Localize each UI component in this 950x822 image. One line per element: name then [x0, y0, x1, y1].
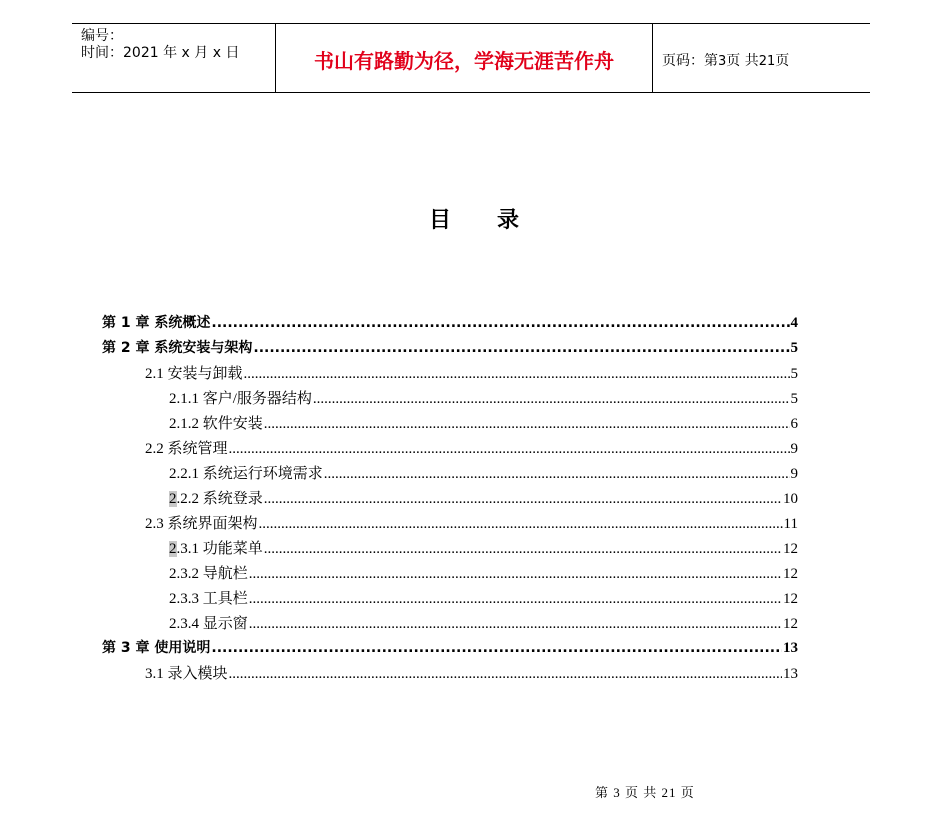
- toc-title-right: 录: [497, 208, 522, 233]
- toc-entry-page: 5: [790, 366, 798, 382]
- toc-entry-page: 4: [790, 315, 798, 331]
- toc-entry-label: 2.2 系统管理: [145, 441, 228, 457]
- toc-entry-label: 3.1 录入模块: [145, 666, 228, 682]
- text-highlight: 2: [169, 491, 177, 507]
- toc-entry-label: 2.1.1 客户/服务器结构: [169, 391, 312, 407]
- toc-entry-label: 第 3 章 使用说明: [102, 640, 211, 656]
- page-header: [72, 23, 870, 93]
- page-prefix: 页码：第: [662, 53, 718, 69]
- toc-entry-subsection[interactable]: [169, 387, 798, 409]
- toc-entry-subsection[interactable]: [169, 412, 798, 434]
- header-motto: 书山有路勤为径，学海无涯苦作舟: [314, 49, 614, 73]
- toc-entry-label: 2.3.2 导航栏: [169, 566, 248, 582]
- toc-entry-page: 13: [783, 640, 798, 656]
- toc-entry-subsection[interactable]: [169, 462, 798, 484]
- toc-entry-subsection[interactable]: [169, 612, 798, 634]
- toc-entry-page: 12: [783, 566, 798, 582]
- page-footer: 第 3 页 共 21 页: [595, 785, 695, 800]
- toc-title-left: 目: [428, 208, 453, 233]
- header-meta: [81, 28, 239, 62]
- toc-entry-section[interactable]: [145, 512, 798, 534]
- toc-entry-chapter[interactable]: [102, 312, 798, 334]
- toc-entry-subsection[interactable]: [169, 562, 798, 584]
- toc-entry-page: 11: [783, 516, 798, 532]
- date-label: 时间：2021 年 x 月 x 日: [81, 45, 240, 61]
- page-current: 3: [718, 54, 727, 69]
- toc-entry-label: 第 2 章 系统安装与架构: [102, 340, 253, 356]
- toc-entry-label: 2.1 安装与卸载: [145, 366, 243, 382]
- text-highlight: 2: [169, 541, 177, 557]
- page-total: 21: [758, 54, 776, 69]
- toc-entry-label: 2.3.1 功能菜单: [169, 541, 263, 557]
- toc-entry-page: 13: [783, 666, 798, 682]
- toc-entry-page: 5: [790, 391, 798, 407]
- toc-entry-subsection[interactable]: [169, 487, 798, 509]
- toc-entry-label: 2.2.1 系统运行环境需求: [169, 466, 323, 482]
- header-page-number: [662, 50, 789, 70]
- toc-entry-label: 2.3.3 工具栏: [169, 591, 248, 607]
- toc-entry-label: 2.3.4 显示窗: [169, 616, 248, 632]
- toc-entry-subsection[interactable]: [169, 587, 798, 609]
- page-middle: 页 共: [726, 53, 759, 69]
- toc-entry-label: 2.1.2 软件安装: [169, 416, 263, 432]
- toc-title: [0, 203, 950, 234]
- toc-entry-label: 2.2.2 系统登录: [169, 491, 263, 507]
- header-divider: [652, 24, 653, 92]
- toc-entry-section[interactable]: [145, 662, 798, 684]
- toc-entry-section[interactable]: [145, 437, 798, 459]
- toc-entry-page: 12: [783, 616, 798, 632]
- toc-entry-page: 6: [790, 416, 798, 432]
- toc-entry-page: 9: [790, 466, 798, 482]
- toc-entry-chapter[interactable]: [102, 337, 798, 359]
- toc-entry-page: 12: [783, 591, 798, 607]
- toc-entry-page: 12: [783, 541, 798, 557]
- toc-entry-page: 10: [783, 491, 798, 507]
- toc-entry-chapter[interactable]: [102, 637, 798, 659]
- toc-entry-label: 2.3 系统界面架构: [145, 516, 258, 532]
- toc-entry-page: 9: [790, 441, 798, 457]
- toc-entry-subsection[interactable]: [169, 537, 798, 559]
- toc-entry-section[interactable]: [145, 362, 798, 384]
- page-suffix: 页: [775, 53, 790, 69]
- toc-entry-label: 第 1 章 系统概述: [102, 315, 211, 331]
- serial-label: 编号：: [81, 28, 123, 44]
- toc-entry-page: 5: [790, 340, 798, 356]
